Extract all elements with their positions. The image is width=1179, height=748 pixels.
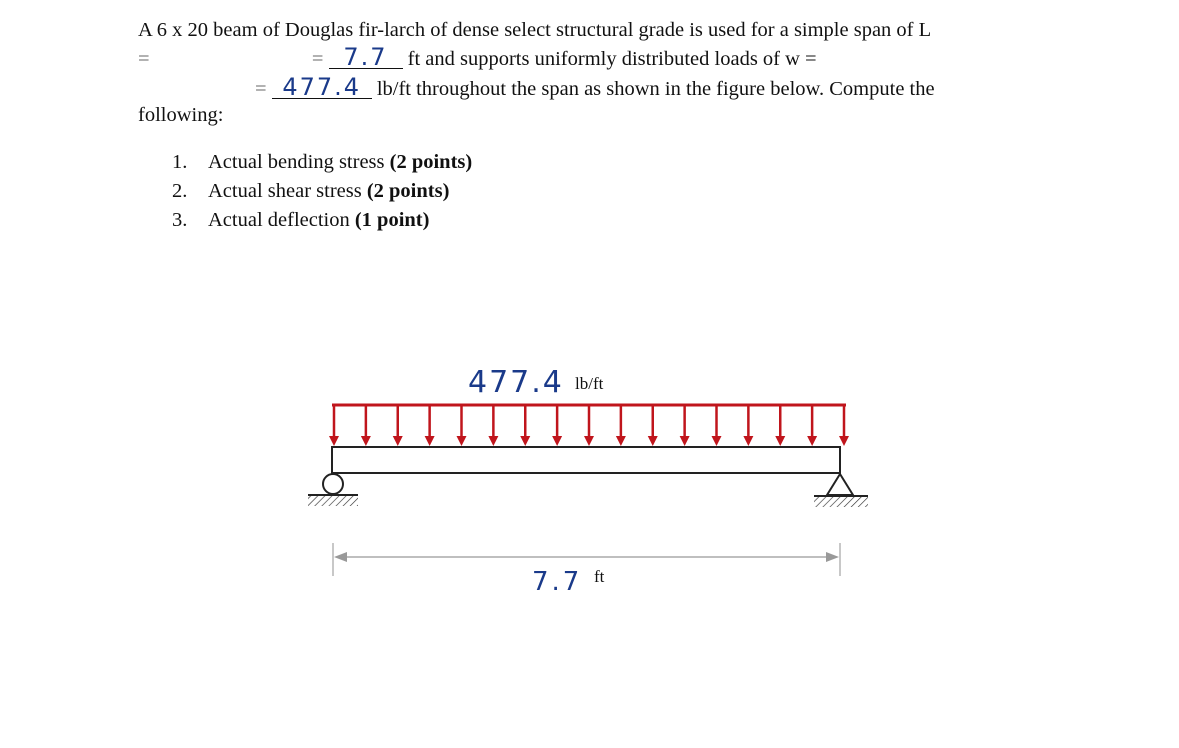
equals-sign: = <box>255 78 267 100</box>
load-arrowhead-icon <box>361 436 371 446</box>
span-value-label: 7.7 <box>532 567 583 597</box>
pin-triangle-icon <box>827 474 853 495</box>
problem-line-4: following: <box>138 104 224 126</box>
roller-icon <box>323 474 343 494</box>
load-unit-label: lb/ft <box>575 374 604 393</box>
load-arrowhead-icon <box>457 436 467 446</box>
load-arrowhead-icon <box>807 436 817 446</box>
load-arrowhead-icon <box>425 436 435 446</box>
question-item: 3. Actual deflection (1 point) <box>172 209 430 231</box>
load-arrowhead-icon <box>329 436 339 446</box>
load-arrowhead-icon <box>552 436 562 446</box>
load-arrowhead-icon <box>393 436 403 446</box>
dimension-arrow-left-icon <box>334 552 347 562</box>
load-arrowhead-icon <box>584 436 594 446</box>
problem-line-3-text: lb/ft throughout the span as shown in the figure below. Compute the <box>376 78 935 100</box>
load-arrowhead-icon <box>712 436 722 446</box>
question-item: 2. Actual shear stress (2 points) <box>172 180 450 202</box>
equals-sign: = <box>138 48 150 70</box>
roller-support <box>308 474 358 506</box>
equals-sign: = <box>311 48 324 70</box>
load-arrowhead-icon <box>488 436 498 446</box>
load-arrowhead-icon <box>743 436 753 446</box>
load-arrowhead-icon <box>616 436 626 446</box>
dimension-arrow-right-icon <box>826 552 839 562</box>
load-arrowhead-icon <box>648 436 658 446</box>
load-arrowhead-icon <box>775 436 785 446</box>
ground-hatch-icon <box>308 496 358 506</box>
span-unit-label: ft <box>594 567 605 586</box>
question-item: 1. Actual bending stress (2 points) <box>172 151 473 173</box>
span-dimension <box>333 543 840 576</box>
pin-support <box>814 474 868 507</box>
ground-hatch-icon <box>814 497 868 507</box>
problem-line-1: A 6 x 20 beam of Douglas fir-larch of dense select structural grade is used for a simple span of L <box>138 19 932 41</box>
load-value-handwritten: 477.4 <box>272 76 372 99</box>
problem-line-2-text: ft and supports uniformly distributed loads of w = <box>407 48 817 70</box>
load-arrowhead-icon <box>680 436 690 446</box>
load-arrowhead-icon <box>839 436 849 446</box>
load-arrowhead-icon <box>520 436 530 446</box>
beam <box>332 447 840 473</box>
span-value-handwritten: 7.7 <box>329 46 403 69</box>
distributed-load-arrows <box>329 405 849 446</box>
load-value-label: 477.4 <box>468 365 564 400</box>
